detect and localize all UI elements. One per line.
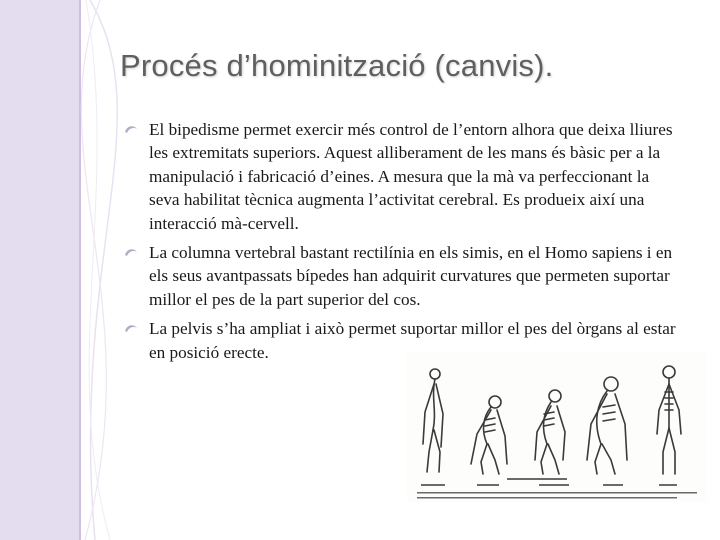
bullet-text: La columna vertebral bastant rectilínia en els simis, en el Homo sapiens i en els seus avantpassats bípedes han adquirit curvatures que permeten suportar millor el pes de la part superior del cos. bbox=[149, 243, 673, 309]
skeletons-drawing bbox=[407, 352, 707, 502]
primate-skeletons-illustration bbox=[407, 352, 707, 502]
bullet-item bbox=[122, 241, 682, 311]
swirl-bullet-icon bbox=[124, 322, 139, 334]
slide-sidebar bbox=[0, 0, 79, 540]
swirl-bullet-icon bbox=[124, 246, 139, 258]
bullet-list bbox=[122, 118, 682, 370]
bullet-text: El bipedisme permet exercir més control de l’entorn alhora que deixa lliures les extremitats superiors. Aquest alliberament de les mans és bàsic per a la manipulació i fabricació d’eines. A mesura que la mà va perfeccionant la seva habilitat tècnica augmenta l’activitat cerebral. Es produeix així una interacció mà-cervell. bbox=[149, 120, 673, 233]
swirl-bullet-icon bbox=[124, 123, 139, 135]
sidebar-edge bbox=[79, 0, 81, 540]
bullet-text: La pelvis s’ha ampliat i això permet suportar millor el pes del òrgans al estar en posició erecte. bbox=[149, 319, 676, 362]
slide-title: Procés d’hominització (canvis). bbox=[120, 48, 554, 83]
bullet-item bbox=[122, 118, 682, 235]
